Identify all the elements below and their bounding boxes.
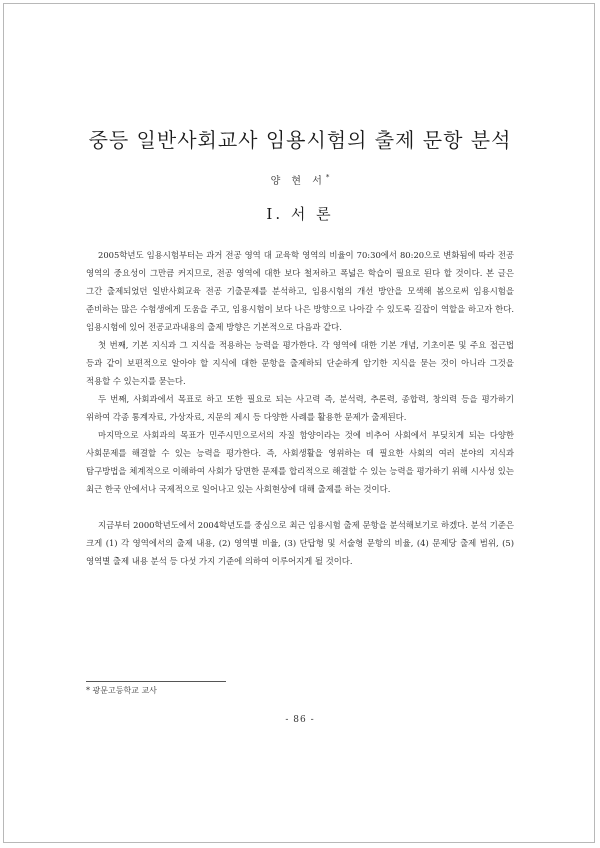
author-footnote-mark: * [325, 173, 330, 182]
author-name: 양 현 서 [270, 176, 326, 187]
section-heading-introduction: Ⅰ. 서 론 [266, 205, 334, 223]
author-line [0, 172, 600, 187]
body-text [86, 246, 514, 570]
page-number: - 86 - [285, 715, 315, 725]
footnote-divider [86, 681, 226, 682]
paragraph-final-point: 마지막으로 사회과의 목표가 민주시민으로서의 자질 함양이라는 것에 비추어 사회에서 부딪치게 되는 다양한 사회문제를 해결할 수 있는 능력을 평가한다. 즉, 사회생활을 영위하는 데 필요한 사회의 여러 분야의 지식과 탐구방법을 체계적으로 이해하여 사회가 당면한 문제를 합리적으로 해결할 수 있는 능력을 평가하기 위해 시사성 있는 최근 한국 안에서나 국제적으로 일어나고 있는 사회현상에 대해 출제를 하는 것이다. [86, 430, 514, 494]
paragraph-intro: 2005학년도 임용시험부터는 과거 전공 영역 대 교육학 영역의 비율이 70:30에서 80:20으로 변화됨에 따라 전공 영역의 중요성이 그만큼 커지므로, 전공 영역에 대한 보다 철저하고 폭넓은 학습이 필요로 된다 할 것이다. 본 글은 그간 출제되었던 일반사회교육 전공 기출문제를 분석하고, 임용시험의 개선 방안을 모색해 봄으로써 임용시험을 준비하는 많은 수험생에게 도움을 주고, 임용시험이 보다 나은 방향으로 나아갈 수 있도록 길잡이 역할을 하고자 한다. 임용시험에 있어 전공교과내용의 출제 방향은 기본적으로 다음과 같다. [86, 250, 514, 332]
paragraph-second-point: 두 번째, 사회과에서 목표로 하고 또한 필요로 되는 사고력 즉, 분석력, 추론력, 종합력, 창의력 등을 평가하기 위하여 각종 통계자료, 가상자료, 지문의 제시 등 다양한 사례를 활용한 문제가 출제된다. [86, 394, 514, 422]
paper-title: 중등 일반사회교사 임용시험의 출제 문항 분석 [88, 128, 512, 152]
footnote-affiliation: * 광문고등학교 교사 [86, 686, 157, 695]
paragraph-first-point: 첫 번째, 기본 지식과 그 지식을 적용하는 능력을 평가한다. 각 영역에 대한 기본 개념, 기초이론 및 주요 접근법 등과 같이 보편적으로 알아야 할 지식에 대한 문항을 출제하되 단순하게 암기한 지식을 묻는 것이 아니라 그것을 적용할 수 있는지를 묻는다. [86, 340, 514, 386]
paragraph-analysis-criteria: 지금부터 2000학년도에서 2004학년도를 중심으로 최근 임용시험 출제 문항을 분석해보기로 하겠다. 분석 기준은 크게 (1) 각 영역에서의 출제 내용, (2) 영역별 비율, (3) 단답형 및 서술형 문항의 비율, (4) 문제당 출제 범위, (5) 영역별 출제 내용 분석 등 다섯 가지 기준에 의하여 이루어지게 될 것이다. [86, 520, 514, 566]
